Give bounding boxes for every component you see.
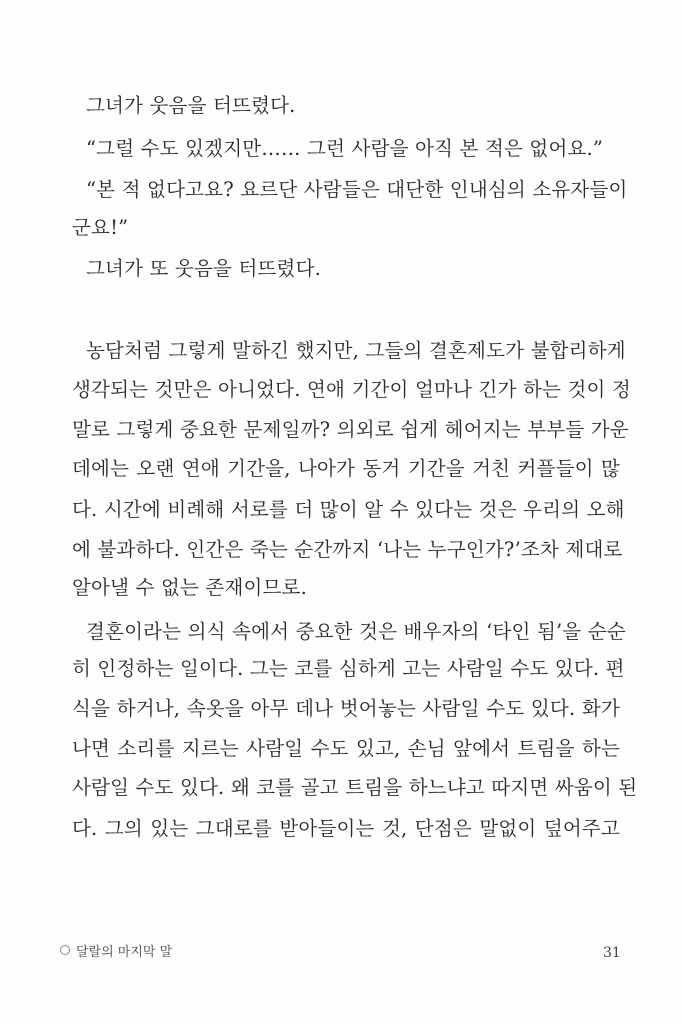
text-line: 다. 그의 있는 그대로를 받아들이는 것, 단점은 말없이 덮어주고 (72, 817, 620, 840)
circle-bullet-icon (60, 945, 70, 955)
text-line: 히 인정하는 일이다. 그는 코를 심하게 고는 사람일 수도 있다. 편 (72, 657, 625, 680)
text-line: 알아낼 수 없는 존재이므로. (72, 576, 308, 599)
text-line: 군요!” (72, 216, 129, 239)
text-line: 말로 그렇게 중요한 문제일까? 의외로 쉽게 헤어지는 부부들 가운 (72, 418, 629, 441)
text-line: 나면 소리를 지르는 사람일 수도 있고, 손님 앞에서 트림을 하는 (72, 737, 620, 760)
page-number: 31 (603, 945, 621, 961)
text-line: 농담처럼 그렇게 말하긴 했지만, 그들의 결혼제도가 불합리하게 (86, 339, 626, 362)
text-line: 사람일 수도 있다. 왜 코를 골고 트림을 하느냐고 따지면 싸움이 된 (72, 776, 638, 799)
text-line: 데에는 오랜 연애 기간을, 나아가 동거 기간을 거친 커플들이 많 (72, 457, 620, 480)
text-line: 다. 시간에 비례해 서로를 더 많이 알 수 있다는 것은 우리의 오해 (72, 498, 625, 521)
book-title: 달랄의 마지막 말 (76, 945, 173, 960)
text-line: “그럴 수도 있겠지만…… 그런 사람을 아직 본 적은 없어요.” (86, 137, 604, 160)
text-line: 생각되는 것만은 아니었다. 연애 기간이 얼마나 긴가 하는 것이 정 (72, 378, 631, 401)
text-line: 그녀가 또 웃음을 터뜨렸다. (86, 257, 322, 280)
text-line: “본 적 없다고요? 요르단 사람들은 대단한 인내심의 소유자들이 (86, 178, 628, 201)
text-line: 에 불과하다. 인간은 죽는 순간까지 ‘나는 누구인가?’조차 제대로 (72, 538, 623, 561)
text-line: 그녀가 웃음을 터뜨렸다. (86, 94, 296, 117)
text-line: 식을 하거나, 속옷을 아무 데나 벗어놓는 사람일 수도 있다. 화가 (72, 697, 620, 720)
text-line: 결혼이라는 의식 속에서 중요한 것은 배우자의 ‘타인 됨’을 순순 (86, 620, 626, 643)
running-footer-title (60, 944, 172, 962)
